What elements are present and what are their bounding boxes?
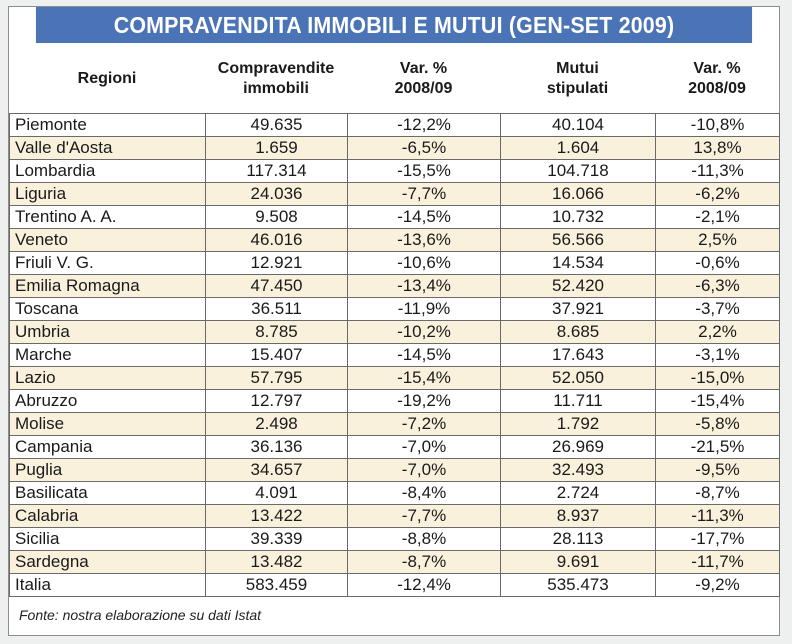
cell-region: Emilia Romagna (10, 275, 206, 298)
header-regioni: Regioni (77, 70, 137, 87)
cell-var-mutui: -2,1% (656, 206, 780, 229)
cell-compravendite: 49.635 (206, 114, 348, 137)
cell-region: Lazio (10, 367, 206, 390)
cell-var-compravendite: -7,0% (348, 436, 501, 459)
cell-var-mutui: 2,2% (656, 321, 780, 344)
table-body (10, 114, 780, 597)
cell-mutui: 11.711 (501, 390, 656, 413)
cell-var-mutui: -6,3% (656, 275, 780, 298)
cell-mutui: 32.493 (501, 459, 656, 482)
cell-region: Italia (10, 574, 206, 597)
table-row (10, 275, 780, 298)
cell-var-mutui: -10,8% (656, 114, 780, 137)
cell-mutui: 56.566 (501, 229, 656, 252)
cell-var-compravendite: -7,0% (348, 459, 501, 482)
cell-region: Marche (10, 344, 206, 367)
cell-region: Friuli V. G. (10, 252, 206, 275)
data-table (9, 113, 780, 597)
table-row (10, 367, 780, 390)
cell-var-mutui: -9,5% (656, 459, 780, 482)
cell-mutui: 37.921 (501, 298, 656, 321)
cell-var-mutui: -11,7% (656, 551, 780, 574)
cell-mutui: 52.050 (501, 367, 656, 390)
cell-compravendite: 36.136 (206, 436, 348, 459)
table-title: COMPRAVENDITA IMMOBILI E MUTUI (GEN-SET 2009) (36, 7, 752, 43)
table-row (10, 137, 780, 160)
cell-var-compravendite: -13,4% (348, 275, 501, 298)
cell-var-mutui: -11,3% (656, 505, 780, 528)
cell-var-mutui: -8,7% (656, 482, 780, 505)
cell-mutui: 104.718 (501, 160, 656, 183)
cell-var-mutui: -6,2% (656, 183, 780, 206)
cell-var-mutui: 13,8% (656, 137, 780, 160)
cell-compravendite: 8.785 (206, 321, 348, 344)
header-var-mutui: Var. % 2008/09 (688, 60, 746, 97)
cell-compravendite: 36.511 (206, 298, 348, 321)
table-row (10, 114, 780, 137)
cell-mutui: 8.685 (501, 321, 656, 344)
cell-compravendite: 47.450 (206, 275, 348, 298)
cell-var-mutui: -11,3% (656, 160, 780, 183)
cell-var-mutui: 2,5% (656, 229, 780, 252)
cell-region: Calabria (10, 505, 206, 528)
cell-var-mutui: -0,6% (656, 252, 780, 275)
cell-mutui: 28.113 (501, 528, 656, 551)
table-row (10, 528, 780, 551)
cell-compravendite: 57.795 (206, 367, 348, 390)
cell-mutui: 52.420 (501, 275, 656, 298)
table-row (10, 183, 780, 206)
cell-var-mutui: -9,2% (656, 574, 780, 597)
table-row (10, 298, 780, 321)
table-row (10, 160, 780, 183)
cell-compravendite: 12.921 (206, 252, 348, 275)
cell-mutui: 535.473 (501, 574, 656, 597)
cell-mutui: 9.691 (501, 551, 656, 574)
cell-region: Veneto (10, 229, 206, 252)
cell-mutui: 14.534 (501, 252, 656, 275)
table-header (9, 45, 779, 113)
cell-var-compravendite: -15,4% (348, 367, 501, 390)
cell-mutui: 2.724 (501, 482, 656, 505)
table-row (10, 413, 780, 436)
table-row (10, 482, 780, 505)
cell-compravendite: 1.659 (206, 137, 348, 160)
cell-compravendite: 12.797 (206, 390, 348, 413)
cell-var-mutui: -3,1% (656, 344, 780, 367)
table-row (10, 505, 780, 528)
cell-compravendite: 583.459 (206, 574, 348, 597)
cell-var-mutui: -5,8% (656, 413, 780, 436)
cell-compravendite: 13.482 (206, 551, 348, 574)
cell-compravendite: 9.508 (206, 206, 348, 229)
cell-compravendite: 13.422 (206, 505, 348, 528)
table-row (10, 459, 780, 482)
cell-var-mutui: -3,7% (656, 298, 780, 321)
cell-region: Trentino A. A. (10, 206, 206, 229)
cell-var-compravendite: -15,5% (348, 160, 501, 183)
cell-compravendite: 46.016 (206, 229, 348, 252)
cell-region: Basilicata (10, 482, 206, 505)
table-row (10, 229, 780, 252)
table-row (10, 206, 780, 229)
cell-region: Toscana (10, 298, 206, 321)
cell-compravendite: 117.314 (206, 160, 348, 183)
header-mutui: Mutui stipulati (546, 60, 609, 97)
table-row (10, 436, 780, 459)
cell-region: Campania (10, 436, 206, 459)
cell-mutui: 1.604 (501, 137, 656, 160)
cell-mutui: 8.937 (501, 505, 656, 528)
table-row (10, 390, 780, 413)
cell-mutui: 16.066 (501, 183, 656, 206)
cell-region: Molise (10, 413, 206, 436)
cell-region: Umbria (10, 321, 206, 344)
table-row (10, 574, 780, 597)
cell-compravendite: 15.407 (206, 344, 348, 367)
cell-region: Liguria (10, 183, 206, 206)
cell-var-compravendite: -7,7% (348, 505, 501, 528)
cell-var-mutui: -17,7% (656, 528, 780, 551)
table-row (10, 252, 780, 275)
source-note: Fonte: nostra elaborazione su dati Istat (19, 607, 262, 623)
cell-var-mutui: -15,4% (656, 390, 780, 413)
header-var-compravendite: Var. % 2008/09 (394, 60, 453, 97)
cell-region: Sicilia (10, 528, 206, 551)
cell-region: Piemonte (10, 114, 206, 137)
table-row (10, 344, 780, 367)
cell-compravendite: 39.339 (206, 528, 348, 551)
cell-var-mutui: -15,0% (656, 367, 780, 390)
cell-var-compravendite: -8,7% (348, 551, 501, 574)
cell-var-compravendite: -19,2% (348, 390, 501, 413)
cell-mutui: 1.792 (501, 413, 656, 436)
cell-compravendite: 34.657 (206, 459, 348, 482)
cell-region: Abruzzo (10, 390, 206, 413)
cell-region: Lombardia (10, 160, 206, 183)
cell-var-compravendite: -14,5% (348, 206, 501, 229)
cell-var-compravendite: -11,9% (348, 298, 501, 321)
cell-mutui: 10.732 (501, 206, 656, 229)
cell-var-compravendite: -10,2% (348, 321, 501, 344)
cell-var-compravendite: -7,7% (348, 183, 501, 206)
cell-var-compravendite: -10,6% (348, 252, 501, 275)
cell-var-compravendite: -7,2% (348, 413, 501, 436)
cell-var-compravendite: -14,5% (348, 344, 501, 367)
cell-var-mutui: -21,5% (656, 436, 780, 459)
cell-var-compravendite: -8,8% (348, 528, 501, 551)
cell-var-compravendite: -6,5% (348, 137, 501, 160)
cell-region: Puglia (10, 459, 206, 482)
header-compravendite: Compravendite immobili (217, 60, 335, 97)
cell-var-compravendite: -12,4% (348, 574, 501, 597)
table-row (10, 321, 780, 344)
cell-mutui: 26.969 (501, 436, 656, 459)
cell-region: Sardegna (10, 551, 206, 574)
cell-var-compravendite: -12,2% (348, 114, 501, 137)
cell-region: Valle d'Aosta (10, 137, 206, 160)
cell-compravendite: 24.036 (206, 183, 348, 206)
cell-var-compravendite: -8,4% (348, 482, 501, 505)
cell-compravendite: 4.091 (206, 482, 348, 505)
table-row (10, 551, 780, 574)
table-sheet (8, 6, 780, 636)
cell-var-compravendite: -13,6% (348, 229, 501, 252)
cell-compravendite: 2.498 (206, 413, 348, 436)
cell-mutui: 17.643 (501, 344, 656, 367)
cell-mutui: 40.104 (501, 114, 656, 137)
